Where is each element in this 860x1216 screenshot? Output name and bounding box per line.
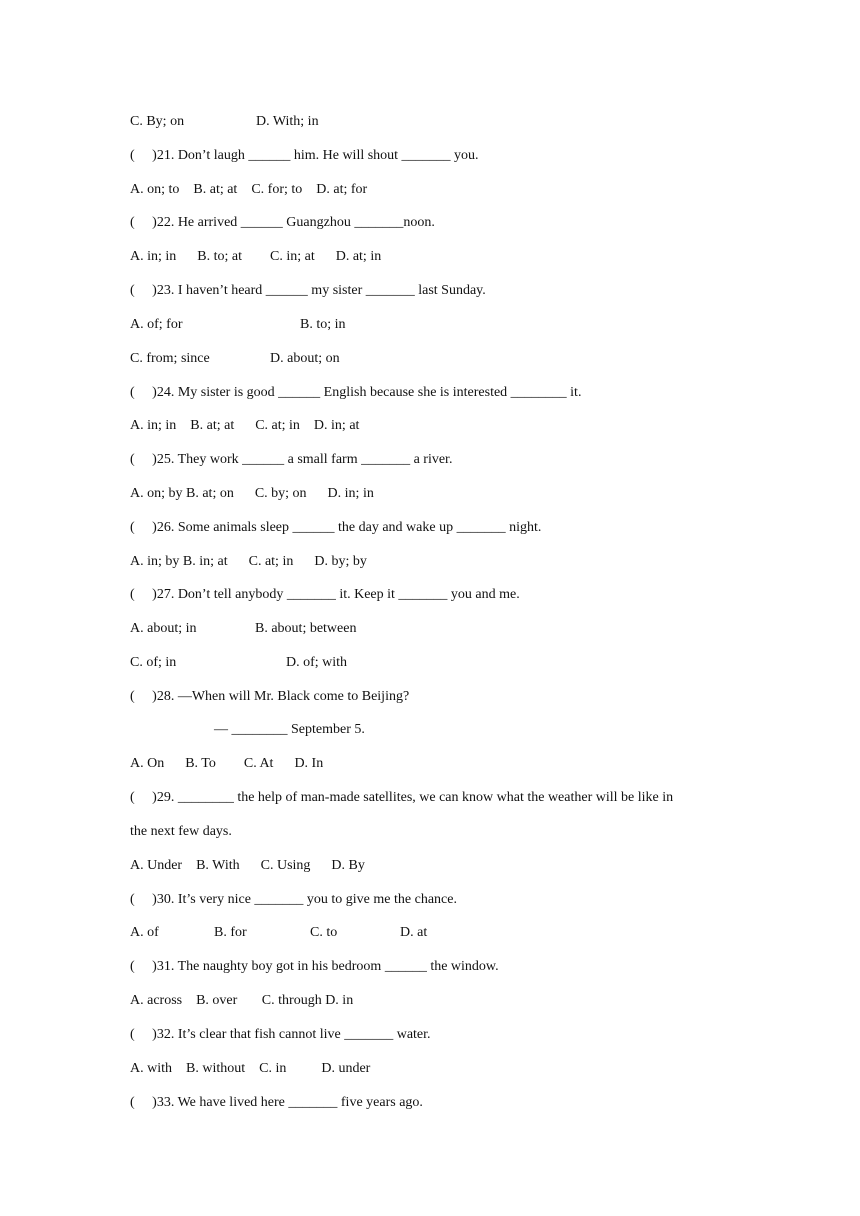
option-a-30: A. of (130, 925, 159, 940)
option-c-23: C. from; since (130, 351, 210, 366)
options-row-23a (130, 316, 346, 334)
question-31: ( )31. The naughty boy got in his bedroom ______ the window. (130, 959, 499, 974)
options-26: A. in; by B. in; at C. at; in D. by; by (130, 554, 367, 569)
options-25: A. on; by B. at; on C. by; on D. in; in (130, 486, 374, 501)
question-21: ( )21. Don’t laugh ______ him. He will shout _______ you. (130, 148, 479, 163)
question-22: ( )22. He arrived ______ Guangzhou _______noon. (130, 215, 435, 230)
question-25: ( )25. They work ______ a small farm _______ a river. (130, 452, 453, 467)
question-23: ( )23. I haven’t heard ______ my sister _______ last Sunday. (130, 283, 486, 298)
options-32: A. with B. without C. in D. under (130, 1061, 371, 1076)
options-row-30 (130, 924, 428, 942)
option-b-23: B. to; in (300, 317, 346, 332)
options-row-23b (130, 350, 340, 368)
options-29: A. Under B. With C. Using D. By (130, 858, 365, 873)
option-d-30: D. at (400, 925, 428, 940)
question-30: ( )30. It’s very nice _______ you to give me the chance. (130, 892, 457, 907)
option-a-27: A. about; in (130, 621, 197, 636)
option-c-20: C. By; on (130, 114, 185, 129)
question-28-answer-line: — ________ September 5. (214, 722, 365, 737)
option-b-30: B. for (214, 925, 247, 940)
option-d-20: D. With; in (256, 114, 319, 129)
question-29-continued: the next few days. (130, 824, 232, 839)
option-c-27: C. of; in (130, 655, 177, 670)
options-row-20b (130, 113, 319, 131)
question-26: ( )26. Some animals sleep ______ the day and wake up _______ night. (130, 520, 542, 535)
question-29: ( )29. ________ the help of man-made satellites, we can know what the weather will be like in (130, 790, 674, 805)
question-28: ( )28. —When will Mr. Black come to Beijing? (130, 689, 410, 704)
options-24: A. in; in B. at; at C. at; in D. in; at (130, 418, 360, 433)
options-21: A. on; to B. at; at C. for; to D. at; for (130, 182, 368, 197)
option-c-30: C. to (310, 925, 338, 940)
options-31: A. across B. over C. through D. in (130, 993, 354, 1008)
options-row-27a (130, 620, 357, 638)
question-33: ( )33. We have lived here _______ five years ago. (130, 1095, 423, 1110)
question-27: ( )27. Don’t tell anybody _______ it. Keep it _______ you and me. (130, 587, 520, 602)
question-32: ( )32. It’s clear that fish cannot live _______ water. (130, 1027, 431, 1042)
option-b-27: B. about; between (255, 621, 357, 636)
option-d-27: D. of; with (286, 655, 348, 670)
option-a-23: A. of; for (130, 317, 183, 332)
options-22: A. in; in B. to; at C. in; at D. at; in (130, 249, 382, 264)
options-row-27b (130, 654, 348, 672)
question-24: ( )24. My sister is good ______ English because she is interested ________ it. (130, 385, 582, 400)
options-28: A. On B. To C. At D. In (130, 756, 324, 771)
option-d-23: D. about; on (270, 351, 340, 366)
